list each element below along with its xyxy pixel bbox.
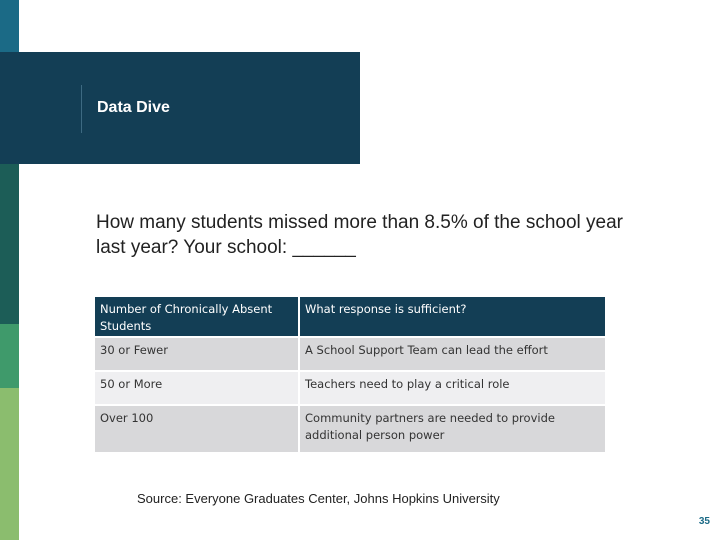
table-row	[94, 405, 606, 453]
source-citation: Source: Everyone Graduates Center, Johns Hopkins University	[137, 491, 500, 506]
cell-response: Community partners are needed to provide additional person power	[299, 405, 606, 453]
cell-student-count: 30 or Fewer	[94, 337, 299, 371]
strip-segment-dark-green	[0, 164, 19, 324]
strip-segment-green	[0, 324, 19, 388]
header-response: What response is sufficient?	[299, 296, 606, 337]
page-number: 35	[698, 516, 710, 527]
strip-segment-teal	[0, 0, 19, 52]
title-panel	[19, 52, 360, 164]
title-divider	[81, 85, 82, 133]
cell-student-count: Over 100	[94, 405, 299, 453]
cell-response: Teachers need to play a critical role	[299, 371, 606, 405]
table-row	[94, 337, 606, 371]
response-table	[93, 295, 607, 454]
table-row	[94, 371, 606, 405]
strip-segment-navy	[0, 52, 19, 164]
slide-title: Data Dive	[97, 99, 170, 116]
strip-segment-light-green	[0, 388, 19, 540]
header-chronically-absent: Number of Chronically Absent Students	[94, 296, 299, 337]
cell-response: A School Support Team can lead the effort	[299, 337, 606, 371]
question-text: How many students missed more than 8.5% of the school year last year? Your school: ______	[96, 212, 623, 258]
left-color-strip	[0, 0, 19, 540]
table-header-row	[94, 296, 606, 337]
cell-student-count: 50 or More	[94, 371, 299, 405]
